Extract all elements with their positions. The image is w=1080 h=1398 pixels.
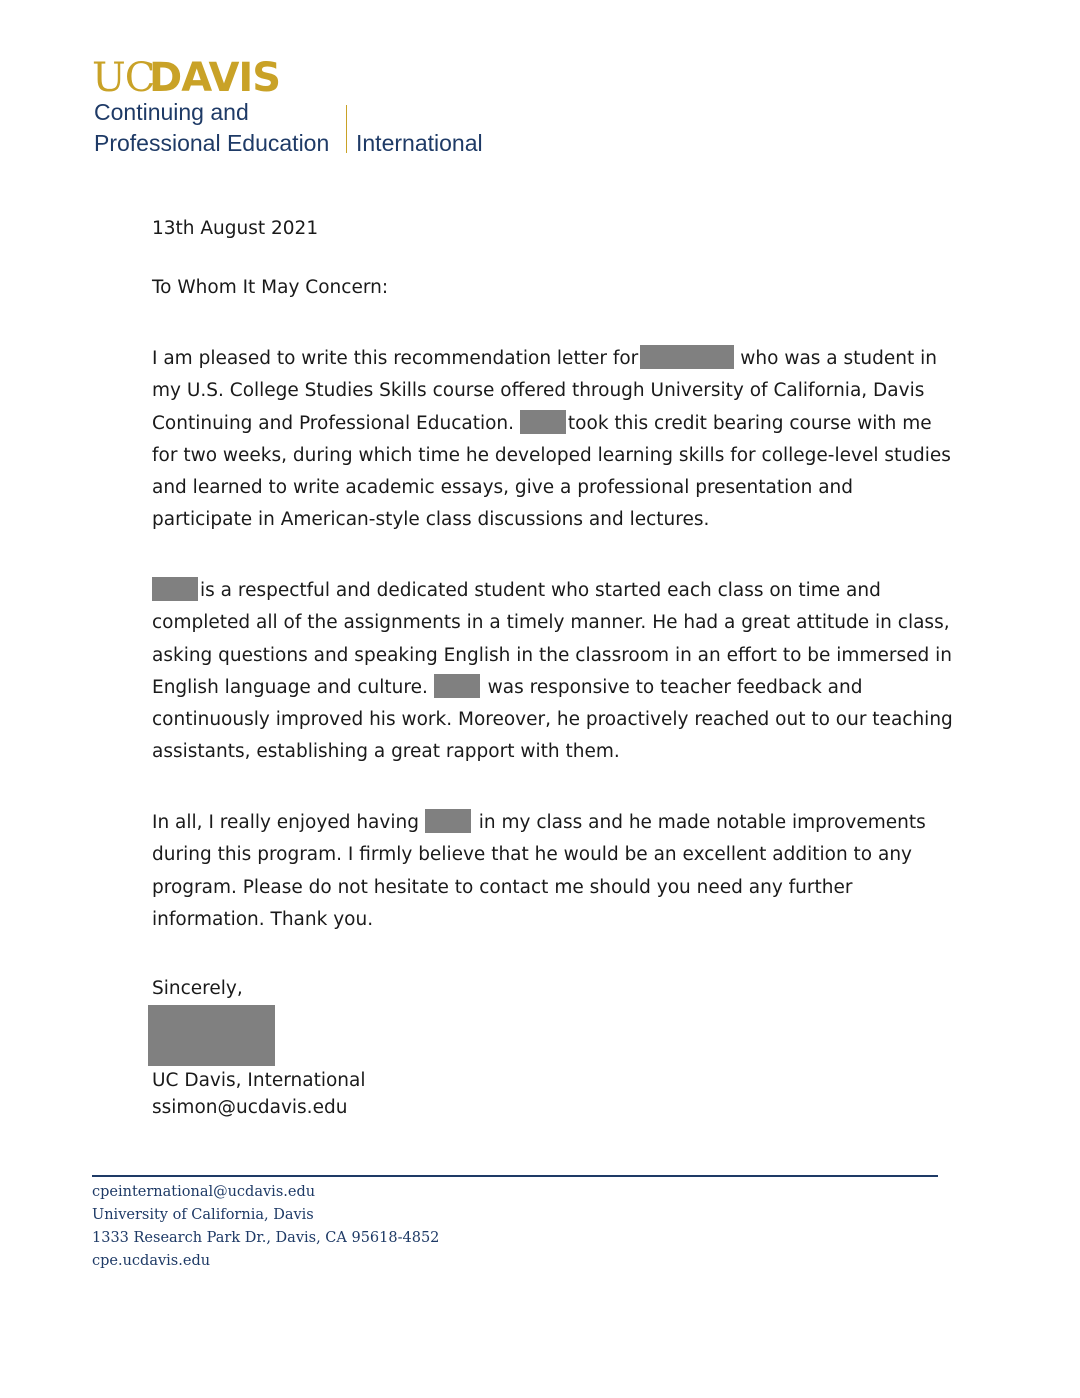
paragraph-line: asking questions and speaking English in the classroom in an effort to be immersed in — [152, 644, 952, 666]
paragraph-line: for two weeks, during which time he developed learning skills for college-level studies — [152, 444, 951, 466]
text-segment: In all, I really enjoyed having — [152, 812, 419, 833]
paragraph-line: during this program. I firmly believe that he would be an excellent addition to any — [152, 844, 913, 866]
logo-davis-text: DAVIS — [149, 55, 281, 101]
paragraph-line: and learned to write academic essays, give a professional presentation and — [152, 477, 853, 499]
logo-uc-text: UC — [92, 55, 155, 101]
redacted-name — [640, 345, 734, 369]
redacted-name — [425, 809, 471, 833]
paragraph-line: completed all of the assignments in a timely manner. He had a great attitude in class, — [152, 612, 950, 634]
signature-email: ssimon@ucdavis.edu — [152, 1097, 348, 1118]
footer-address: 1333 Research Park Dr., Davis, CA 95618-4852 — [92, 1230, 440, 1246]
signature-organization: UC Davis, International — [152, 1070, 366, 1091]
letter-date: 13th August 2021 — [152, 218, 319, 239]
paragraph-line: my U.S. College Studies Skills course offered through University of California, Davis — [152, 380, 925, 402]
paragraph-line: continuously improved his work. Moreover, he proactively reached out to our teaching — [152, 709, 953, 731]
paragraph-3 — [152, 807, 942, 936]
letter-salutation: To Whom It May Concern: — [152, 277, 389, 298]
letterhead — [92, 55, 532, 158]
redacted-signature — [148, 1005, 275, 1066]
text-segment: was responsive to teacher feedback and — [487, 676, 863, 698]
paragraph-line — [152, 575, 942, 607]
footer-institution: University of California, Davis — [92, 1207, 314, 1223]
letterhead-international: International — [356, 130, 483, 156]
text-segment: is a respectful and dedicated student who started each class on time and — [200, 580, 881, 601]
paragraph-line — [152, 408, 942, 440]
redacted-name — [520, 410, 566, 434]
letterhead-divider — [346, 105, 347, 153]
text-segment: took this credit bearing course with me — [567, 412, 932, 434]
text-segment: English language and culture. — [152, 676, 428, 698]
redacted-name — [434, 674, 480, 698]
text-segment: Continuing and Professional Education. — [152, 412, 515, 434]
paragraph-1 — [152, 343, 951, 537]
letterhead-line-professional-education: Professional Education — [94, 130, 330, 156]
paragraph-line: program. Please do not hesitate to contact me should you need any further — [152, 876, 853, 898]
paragraph-2 — [152, 575, 953, 769]
paragraph-line — [152, 343, 942, 375]
letterhead-line-continuing: Continuing and — [94, 99, 249, 125]
paragraph-line — [152, 807, 942, 839]
footer-divider — [92, 1175, 938, 1177]
paragraph-line: information. Thank you. — [152, 908, 374, 930]
footer-email: cpeinternational@ucdavis.edu — [92, 1184, 316, 1200]
redacted-name — [152, 577, 198, 601]
footer-website: cpe.ucdavis.edu — [92, 1253, 211, 1269]
text-segment: who was a student in — [740, 348, 937, 369]
text-segment: in my class and he made notable improvements — [478, 812, 926, 833]
paragraph-line — [152, 672, 942, 704]
footer — [92, 1181, 439, 1273]
letter-closing: Sincerely, — [152, 978, 243, 999]
text-segment: I am pleased to write this recommendation letter for — [152, 348, 639, 369]
paragraph-line: participate in American-style class discussions and lectures. — [152, 509, 710, 531]
paragraph-line: assistants, establishing a great rapport with them. — [152, 741, 620, 763]
